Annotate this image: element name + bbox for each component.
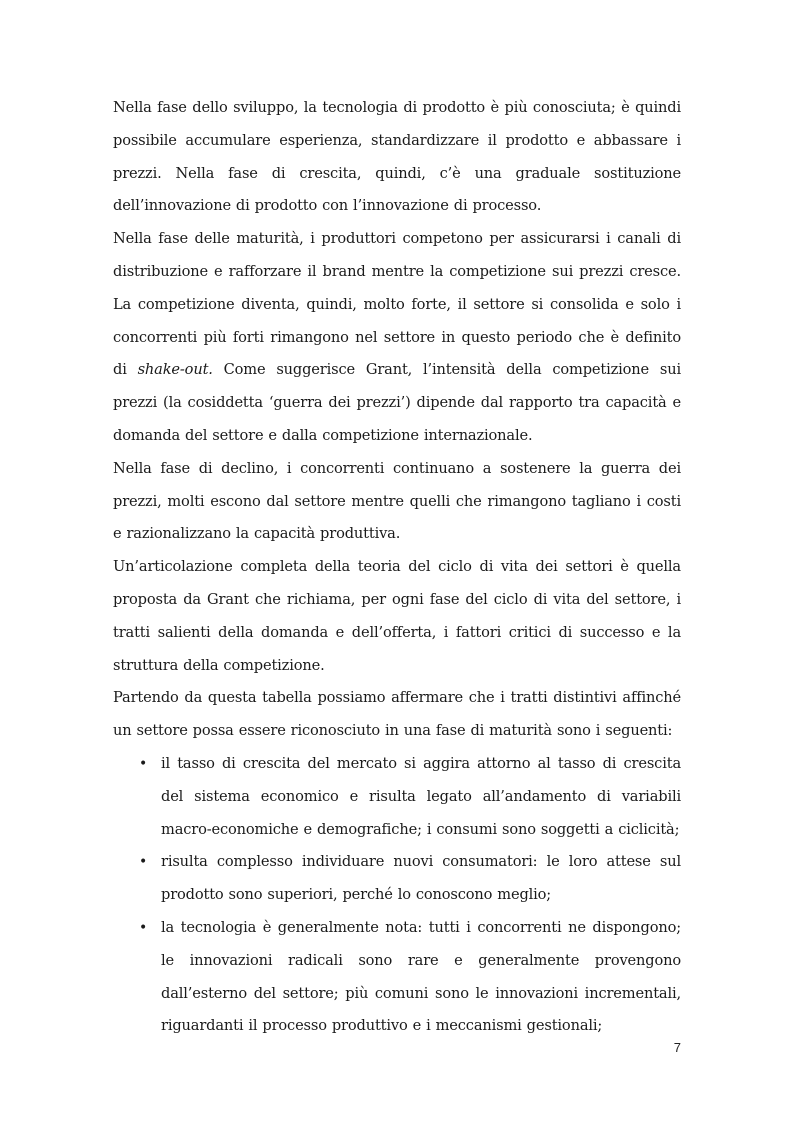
list-item [113, 912, 681, 1043]
bullet-icon: • [139, 919, 148, 936]
paragraph-development-phase: Nella fase dello sviluppo, la tecnologia di prodotto è più conosciuta; è quindi possibile accumulare esperienza, standardizzare il prodotto e abbassare i prezzi. Nella fase di crescita, quindi, c’è una graduale sostituzione dell’innovazione di prodotto con l’innovazione di processo. [113, 99, 681, 215]
list-item-text: la tecnologia è generalmente nota: tutti i concorrenti ne dispongono; le innovazioni radicali sono rare e generalmente provengono dall’esterno del settore; più comuni sono le innovazioni incrementali, riguardanti il processo produttivo e i meccanismi gestionali; [161, 918, 681, 1035]
list-item [113, 748, 681, 846]
bullet-icon: • [139, 854, 148, 871]
shake-out-term: shake-out. [137, 361, 213, 379]
paragraph-decline-phase: Nella fase di declino, i concorrenti continuano a sostenere la guerra dei prezzi, molti escono dal settore mentre quelli che rimangono tagliano i costi e razionalizzano la capacità produttiva. [113, 459, 681, 543]
list-item-text: risulta complesso individuare nuovi consumatori: le loro attese sul prodotto sono superiori, perché lo conoscono meglio; [161, 853, 681, 904]
paragraph-grant-theory: Un’articolazione completa della teoria del ciclo di vita dei settori è quella proposta da Grant che richiama, per ogni fase del ciclo di vita del settore, i tratti salienti della domanda e dell’offerta, i fattori critici di successo e la struttura della competizione. [113, 558, 681, 674]
paragraph-maturity-phase [113, 223, 681, 453]
page-number: 7 [673, 1040, 681, 1055]
paragraph-maturity-traits-intro: Partendo da questa tabella possiamo affermare che i tratti distintivi affinché un settore possa essere riconosciuto in una fase di maturità sono i seguenti: [113, 689, 681, 740]
body-text [113, 92, 681, 1043]
list-item [113, 846, 681, 912]
list-item-text: il tasso di crescita del mercato si aggira attorno al tasso di crescita del sistema economico e risulta legato all’andamento di variabili macro-economiche e demografiche; i consumi sono soggetti a ciclicità; [161, 754, 681, 838]
maturity-traits-list [113, 748, 681, 1043]
maturity-text-end: Come suggerisce Grant, l’intensità della competizione sui prezzi (la cosiddetta ‘guerra dei prezzi’) dipende dal rapporto tra capacità e domanda del settore e dalla competizione internazionale. [113, 361, 682, 444]
maturity-text-start: Nella fase delle maturità, i produttori competono per assicurarsi i canali di distribuzione e rafforzare il brand mentre la competizione sui prezzi cresce. La competizione diventa, quindi, molto forte, il settore si consolida e solo i concorrenti più forti rimangono nel settore in questo periodo che è definito di [113, 230, 681, 379]
bullet-icon: • [139, 755, 148, 772]
